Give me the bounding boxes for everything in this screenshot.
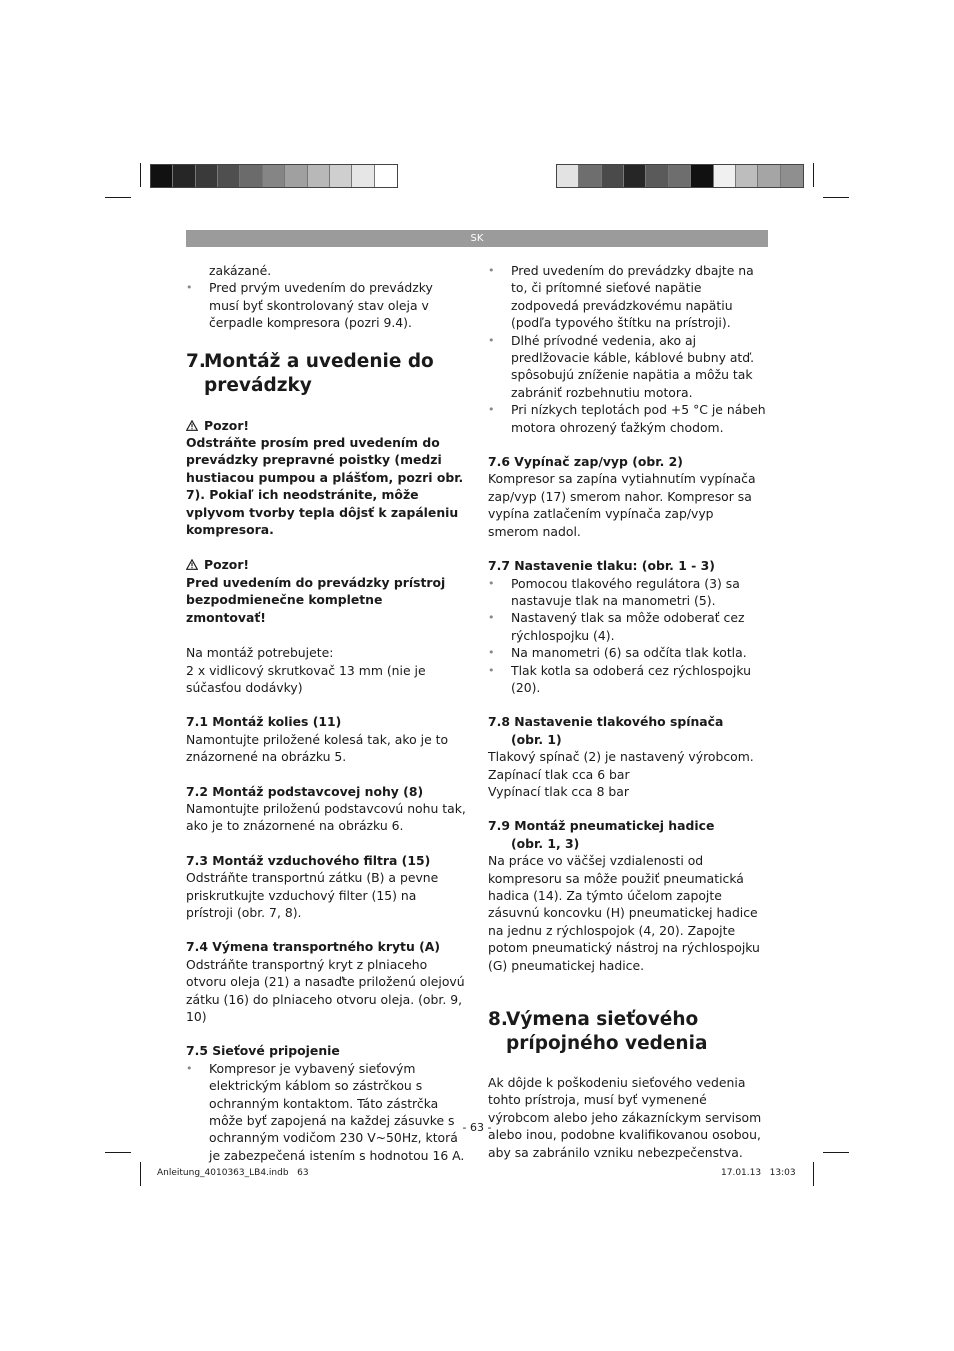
color-swatch bbox=[218, 165, 240, 187]
subsection-heading: 7.5 Sieťové pripojenie bbox=[186, 1043, 340, 1059]
bullet-item: • Kompresor je vybavený sieťovým elektrickým káblom so zástrčkou s ochranným kontaktom. Táto zástrčka môže byť zapojená na každej zásuvke s ochranným vodičom 230 V~50Hz, ktorá je zabezpečená istením s hodnotou 16 A. bbox=[186, 1060, 466, 1164]
warning-triangle-icon bbox=[186, 559, 198, 570]
color-swatch bbox=[646, 165, 668, 187]
bullet-item: • Na manometri (6) sa odčíta tlak kotla. bbox=[488, 644, 768, 661]
subsection-heading: 7.6 Vypínač zap/vyp (obr. 2) bbox=[488, 454, 683, 470]
crop-mark bbox=[813, 163, 814, 187]
crop-mark bbox=[140, 1162, 141, 1186]
bullet-item: • Pred uvedením do prevádzky dbajte na to, či prítomné sieťové napätie zodpovedá prevádzkovému napätiu (podľa typového štítku na prístroji). bbox=[488, 262, 768, 332]
paragraph: Zapínací tlak cca 6 bar bbox=[488, 766, 630, 782]
color-swatch bbox=[602, 165, 624, 187]
warning-text: Pred uvedením do prevádzky prístroj bezpodmienečne kompletne zmontovať! bbox=[186, 574, 446, 625]
footer-datetime: 17.01.13 13:03 bbox=[721, 1168, 796, 1178]
color-swatch bbox=[781, 165, 803, 187]
paragraph: Tlakový spínač (2) je nastavený výrobcom. bbox=[488, 749, 754, 765]
warning-title: Pozor! bbox=[186, 556, 466, 573]
paragraph: Vypínací tlak cca 8 bar bbox=[488, 783, 629, 799]
color-swatch bbox=[669, 165, 691, 187]
color-bar-right bbox=[556, 164, 804, 188]
paragraph: Ak dôjde k poškodeniu sieťového vedenia tohto prístroja, musí byť vymenené výrobcom alebo jeho zákazníckym servisom alebo inou, podobne kvalifikovanou osobou, aby sa zabránilo vzniku nebezpečenstva. bbox=[488, 1075, 762, 1160]
language-header: SK bbox=[186, 230, 768, 247]
crop-mark bbox=[140, 163, 141, 187]
subsection-heading: 7.9 Montáž pneumatickej hadice (obr. 1, 3) bbox=[488, 818, 715, 851]
crop-mark bbox=[823, 197, 849, 198]
left-column bbox=[186, 262, 466, 1164]
color-swatch bbox=[151, 165, 173, 187]
section-title: Výmena sieťového prípojného vedenia bbox=[506, 1009, 708, 1055]
crop-mark bbox=[105, 1152, 131, 1153]
color-swatch bbox=[714, 165, 736, 187]
paragraph: Na práce vo väčšej vzdialenosti od kompresoru sa môže použiť pneumatická hadica (14). Za týmto účelom zapojte zásuvnú koncovku (H) pneumatickej hadice na jednu z rýchlospojok (4, 20). Zapojte potom pneumatický nástroj na rýchlospojku (G) pneumatickej hadice. bbox=[488, 853, 760, 973]
bullet-item: • Pri nízkych teplotách pod +5 °C je nábeh motora ohrozený ťažkým chodom. bbox=[488, 401, 768, 436]
color-swatch bbox=[691, 165, 713, 187]
subsection-heading: 7.8 Nastavenie tlakového spínača (obr. 1) bbox=[488, 714, 724, 747]
warning-triangle-icon bbox=[186, 420, 198, 431]
subsection-heading: 7.2 Montáž podstavcovej nohy (8) bbox=[186, 783, 424, 799]
color-swatch bbox=[240, 165, 262, 187]
section-number: 7. bbox=[186, 350, 206, 372]
color-swatch bbox=[624, 165, 646, 187]
footer-file: Anleitung_4010363_LB4.indb 63 bbox=[157, 1168, 309, 1178]
color-swatch bbox=[285, 165, 307, 187]
subsection-heading: 7.7 Nastavenie tlaku: (obr. 1 - 3) bbox=[488, 558, 715, 574]
crop-mark bbox=[105, 197, 131, 198]
warning-title: Pozor! bbox=[186, 417, 466, 434]
bullet-item: • Nastavený tlak sa môže odoberať cez rýchlospojku (4). bbox=[488, 609, 768, 644]
right-column bbox=[488, 262, 768, 1161]
paragraph: Odstráňte transportný kryt z plniaceho otvoru oleja (21) a nasaďte priloženú olejovú zátku (16) do plniaceho otvoru oleja. (obr. 9, 10) bbox=[186, 956, 465, 1024]
color-swatch bbox=[758, 165, 780, 187]
paragraph: zakázané. bbox=[209, 263, 272, 278]
section-heading-8 bbox=[488, 1008, 768, 1056]
section-title: Montáž a uvedenie do prevádzky bbox=[204, 350, 434, 396]
color-swatch bbox=[308, 165, 330, 187]
crop-mark bbox=[813, 1162, 814, 1186]
color-swatch bbox=[736, 165, 758, 187]
color-swatch bbox=[330, 165, 352, 187]
paragraph: Kompresor sa zapína vytiahnutím vypínača zap/vyp (17) smerom nahor. Kompresor sa vypína zatlačením vypínača zap/vyp smerom nadol. bbox=[488, 471, 756, 539]
subsection-heading: 7.4 Výmena transportného krytu (A) bbox=[186, 939, 441, 955]
section-number: 8. bbox=[488, 1009, 508, 1031]
color-swatch bbox=[263, 165, 285, 187]
bullet-item: • Pomocou tlakového regulátora (3) sa nastavuje tlak na manometri (5). bbox=[488, 575, 768, 610]
color-swatch bbox=[173, 165, 195, 187]
color-swatch bbox=[196, 165, 218, 187]
page-number: - 63 - bbox=[462, 1121, 492, 1134]
paragraph: 2 x vidlicový skrutkovač 13 mm (nie je súčasťou dodávky) bbox=[186, 662, 426, 695]
bullet-item: • Dlhé prívodné vedenia, ako aj predlžovacie káble, káblové bubny atď. spôsobujú zníženie napätia a môžu tak zabrániť rozbehnutiu motora. bbox=[488, 332, 768, 402]
color-swatch bbox=[375, 165, 397, 187]
subsection-heading: 7.1 Montáž kolies (11) bbox=[186, 714, 342, 730]
paragraph: Namontujte priložené kolesá tak, ako je to znázornené na obrázku 5. bbox=[186, 731, 449, 765]
section-heading-7 bbox=[186, 350, 466, 398]
crop-mark bbox=[823, 1152, 849, 1153]
bullet-item: • Tlak kotla sa odoberá cez rýchlospojku (20). bbox=[488, 662, 768, 697]
bullet-item: • Pred prvým uvedením do prevádzky musí byť skontrolovaný stav oleja v čerpadle kompresora (pozri 9.4). bbox=[186, 279, 466, 331]
paragraph: Namontujte priloženú podstavcovú nohu tak, ako je to znázornené na obrázku 6. bbox=[186, 800, 466, 834]
color-bar-left bbox=[150, 164, 398, 188]
color-swatch bbox=[352, 165, 374, 187]
subsection-heading: 7.3 Montáž vzduchového filtra (15) bbox=[186, 852, 431, 868]
color-swatch bbox=[579, 165, 601, 187]
warning-text: Odstráňte prosím pred uvedením do prevádzky prepravné poistky (medzi hustiacou pumpou a plášťom, pozri obr. 7). Pokiaľ ich neodstránite, môže vplyvom tvorby tepla dôjsť k zapáleniu kompresora. bbox=[186, 435, 464, 538]
paragraph: Na montáž potrebujete: bbox=[186, 645, 334, 661]
color-swatch bbox=[557, 165, 579, 187]
paragraph: Odstráňte transportnú zátku (B) a pevne priskrutkujte vzduchový filter (15) na prístroji (obr. 7, 8). bbox=[186, 870, 439, 920]
